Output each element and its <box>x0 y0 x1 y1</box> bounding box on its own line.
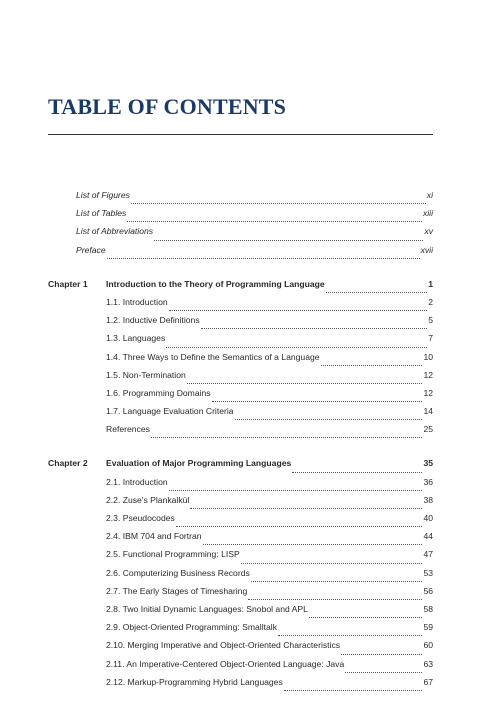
section-entry[interactable] <box>48 549 433 567</box>
dot-leader <box>235 419 423 420</box>
page-number: 10 <box>423 351 433 362</box>
dot-leader <box>345 672 422 673</box>
page-number: 14 <box>423 406 433 417</box>
dot-leader <box>284 690 423 691</box>
entry-title: List of Figures <box>76 190 130 200</box>
dot-leader <box>190 508 422 509</box>
page-number: 36 <box>423 476 433 487</box>
page-number: 56 <box>423 585 433 596</box>
page-number: 7 <box>428 333 433 344</box>
section-entry[interactable] <box>48 604 433 622</box>
page-number: 25 <box>423 424 433 435</box>
page-number: 1 <box>428 278 433 289</box>
dot-leader <box>154 240 423 241</box>
page-number: xv <box>424 226 433 237</box>
entry-title: Introduction to the Theory of Programming Language <box>106 278 325 289</box>
title-divider <box>48 134 433 135</box>
dot-leader <box>203 544 423 545</box>
page-number: 67 <box>423 676 433 687</box>
page-number: 40 <box>423 513 433 523</box>
page-number: 2 <box>428 296 433 307</box>
dot-leader <box>169 310 428 311</box>
page-number: 12 <box>423 369 433 380</box>
entry-title: 2.7. The Early Stages of Timesharing <box>106 585 248 596</box>
section-entry[interactable] <box>48 531 433 549</box>
section-entry[interactable] <box>48 477 433 495</box>
section-entry[interactable] <box>48 568 433 586</box>
spacer <box>48 442 433 458</box>
front-matter-entry[interactable] <box>48 208 433 226</box>
entry-title: 2.4. IBM 704 and Fortran <box>106 531 202 542</box>
entry-title: 1.4. Three Ways to Define the Semantics of a Language <box>106 351 320 362</box>
page-number: 12 <box>423 387 433 398</box>
entry-title: Evaluation of Major Programming Languages <box>106 458 292 469</box>
front-matter-entry[interactable] <box>48 245 433 263</box>
page-number: 5 <box>428 315 433 326</box>
dot-leader <box>321 365 423 366</box>
entry-title: 1.1. Introduction <box>106 296 168 307</box>
entry-title: 1.7. Language Evaluation Criteria <box>106 406 234 417</box>
dot-leader <box>201 328 428 329</box>
dot-leader <box>187 383 423 384</box>
entry-title: 2.1. Introduction <box>106 476 168 487</box>
entry-title: 2.3. Pseudocodes <box>106 513 175 523</box>
front-matter-list <box>48 190 433 263</box>
section-entry[interactable] <box>48 495 433 513</box>
section-entry[interactable] <box>48 513 433 531</box>
chapter-label: Chapter 2 <box>48 458 88 469</box>
entry-title: 2.9. Object-Oriented Programming: Smalltalk <box>106 622 277 633</box>
section-entry[interactable] <box>48 659 433 677</box>
dot-leader <box>248 599 422 600</box>
dot-leader <box>292 472 422 473</box>
front-matter-entry[interactable] <box>48 190 433 208</box>
entry-title: List of Tables <box>76 208 127 219</box>
dot-leader <box>166 347 427 348</box>
dot-leader <box>251 581 423 582</box>
page-number: 35 <box>423 458 433 469</box>
dot-leader <box>341 654 422 655</box>
entry-title: 2.11. An Imperative-Centered Object-Oriented Language: Java <box>106 658 345 669</box>
section-entry[interactable] <box>48 586 433 604</box>
entry-title: 2.12. Markup-Programming Hybrid Languages <box>106 676 283 687</box>
entry-title: Preface <box>76 244 106 255</box>
entry-title: 1.5. Non-Termination <box>106 369 186 380</box>
dot-leader <box>107 258 420 259</box>
dot-leader <box>326 292 428 293</box>
page-number: 63 <box>423 658 433 669</box>
section-entry[interactable] <box>48 370 433 388</box>
page-number: 53 <box>423 567 433 578</box>
dot-leader <box>241 563 423 564</box>
dot-leader <box>309 617 423 618</box>
section-entry[interactable] <box>48 622 433 640</box>
chapter-entry[interactable] <box>48 279 433 297</box>
entry-title: 1.2. Inductive Definitions <box>106 315 200 326</box>
entry-title: List of Abbreviations <box>76 226 154 237</box>
entry-title: 2.8. Two Initial Dynamic Languages: Snobol and APL <box>106 603 308 614</box>
chapter-block <box>48 279 433 443</box>
page-number: 59 <box>423 622 433 633</box>
section-entry[interactable] <box>48 297 433 315</box>
entry-title: 2.10. Merging Imperative and Object-Oriented Characteristics <box>106 640 341 651</box>
section-entry[interactable] <box>48 406 433 424</box>
entry-title: 1.6. Programming Domains <box>106 387 211 398</box>
page-number: 47 <box>423 549 433 560</box>
page-number: xvii <box>420 244 433 255</box>
entry-title: 2.2. Zuse's Plankalkül <box>106 494 190 505</box>
chapter-entry[interactable] <box>48 458 433 476</box>
entry-title: 2.6. Computerizing Business Records <box>106 567 250 578</box>
dot-leader <box>212 401 423 402</box>
page-title: TABLE OF CONTENTS <box>48 94 287 119</box>
section-entry[interactable] <box>48 315 433 333</box>
page-number: xiii <box>422 208 433 219</box>
section-entry[interactable] <box>48 333 433 351</box>
page-number: 44 <box>423 531 433 542</box>
chapter-list <box>48 279 433 695</box>
entry-title: References <box>106 424 150 435</box>
entry-title: 1.3. Languages <box>106 333 166 344</box>
page-number: 38 <box>423 494 433 505</box>
page-number: xi <box>426 190 433 200</box>
page-number: 60 <box>423 640 433 651</box>
chapter-block <box>48 458 433 694</box>
chapter-label: Chapter 1 <box>48 278 88 289</box>
dot-leader <box>151 437 422 438</box>
page-number: 58 <box>423 603 433 614</box>
dot-leader <box>176 526 423 527</box>
front-matter-entry[interactable] <box>48 226 433 244</box>
section-entry[interactable] <box>48 424 433 442</box>
entry-title: 2.5. Functional Programming: LISP <box>106 549 240 560</box>
section-entry[interactable] <box>48 352 433 370</box>
dot-leader <box>278 635 422 636</box>
spacer <box>48 263 433 279</box>
table-of-contents <box>48 190 433 695</box>
section-entry[interactable] <box>48 388 433 406</box>
dot-leader <box>169 490 423 491</box>
section-entry[interactable] <box>48 640 433 658</box>
dot-leader <box>127 221 422 222</box>
section-entry[interactable] <box>48 677 433 695</box>
dot-leader <box>131 203 426 204</box>
